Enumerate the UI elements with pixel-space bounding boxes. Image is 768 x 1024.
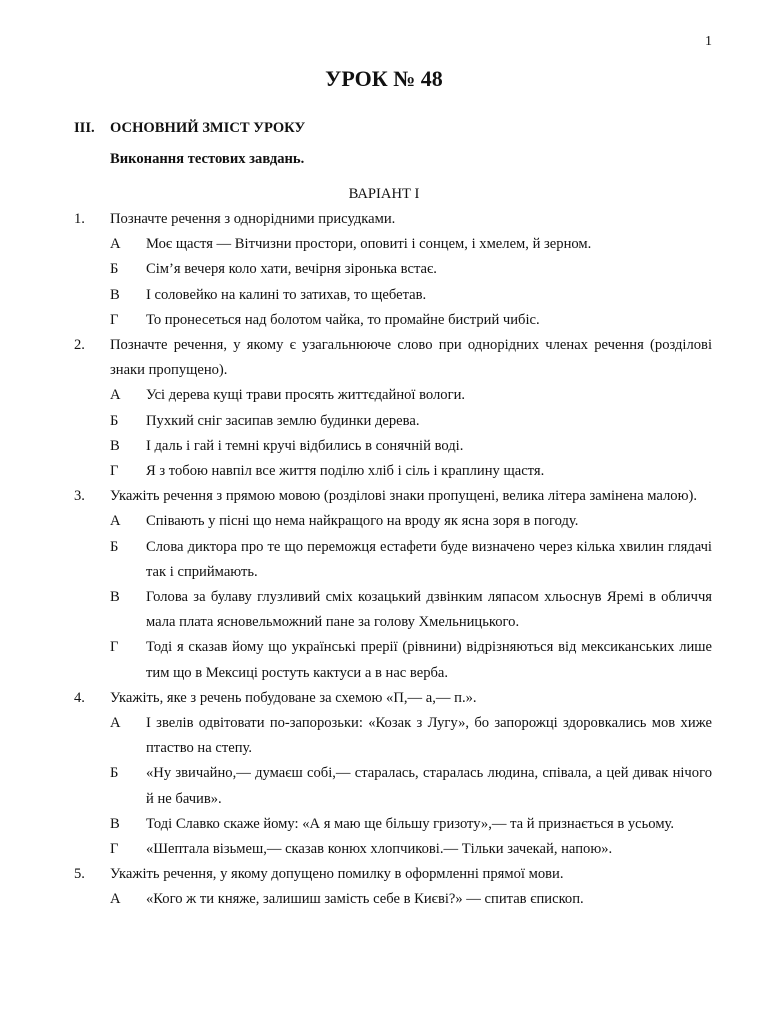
- option-v: [74, 812, 712, 837]
- option-letter: Г: [110, 841, 119, 858]
- option-h: [74, 459, 712, 484]
- option-text: Голова за булаву глузливий сміх козацький дзвінким ляпасом хльоснув Яремі в обличчя мала плата ясновельможний пане за голову Хмельницького.: [146, 589, 712, 631]
- option-b: [74, 409, 712, 434]
- option-letter: А: [110, 513, 121, 530]
- question-3: [74, 484, 712, 509]
- option-letter: В: [110, 286, 120, 303]
- page-number: 1: [705, 34, 712, 49]
- question-text: Укажіть речення, у якому допущено помилку в оформленні прямої мови.: [110, 866, 564, 883]
- option-h: [74, 635, 712, 685]
- option-a: [74, 232, 712, 257]
- subheading: Виконання тестових завдань.: [110, 151, 305, 167]
- option-b: [74, 257, 712, 282]
- option-letter: А: [110, 236, 121, 253]
- option-letter: В: [110, 815, 120, 832]
- question-4: [74, 686, 712, 711]
- section-heading: [74, 120, 305, 137]
- option-letter: А: [110, 387, 121, 404]
- option-v: [74, 434, 712, 459]
- option-a: [74, 509, 712, 534]
- option-text: І даль і гай і темні кручі відбились в сонячній воді.: [146, 437, 464, 454]
- option-letter: Б: [110, 261, 119, 278]
- option-letter: Б: [110, 765, 119, 782]
- question-number: 4.: [74, 689, 85, 706]
- question-number: 1.: [74, 211, 85, 227]
- option-a: [74, 383, 712, 408]
- option-text: То пронесеться над болотом чайка, то промайне бистрий чибіс.: [146, 311, 540, 328]
- option-text: Моє щастя — Вітчизни простори, оповиті і сонцем, і хмелем, й зерном.: [146, 236, 592, 253]
- option-text: Співають у пісні що нема найкращого на вроду як ясна зоря в погоду.: [146, 513, 579, 530]
- option-letter: А: [110, 891, 121, 908]
- option-v: [74, 585, 712, 635]
- option-h: [74, 308, 712, 333]
- option-a: [74, 711, 712, 761]
- question-text: Позначте речення з однорідними присудками.: [110, 211, 396, 227]
- option-text: Сім’я вечеря коло хати, вечірня зіронька встає.: [146, 261, 437, 278]
- option-v: [74, 283, 712, 308]
- option-letter: Г: [110, 639, 119, 656]
- section-number: III.: [74, 120, 95, 136]
- option-letter: В: [110, 589, 120, 606]
- option-letter: Б: [110, 412, 119, 429]
- option-text: «Ну звичайно,— думаєш собі,— старалась, старалась людина, співала, а цей дивак нічого й не бачив».: [146, 765, 712, 807]
- option-text: «Кого ж ти княже, залишиш замість себе в Києві?» — спитав єпископ.: [146, 891, 584, 908]
- option-text: Слова диктора про те що переможця естафети буде визначено через кілька хвилин глядачі так і сприймають.: [146, 538, 712, 580]
- question-text: Укажіть речення з прямою мовою (розділові знаки пропущені, велика літера замінена малою).: [110, 488, 697, 505]
- question-number: 2.: [74, 337, 85, 354]
- option-text: Тоді Славко скаже йому: «А я маю ще більшу гризоту»,— та й признається в усьому.: [146, 815, 675, 832]
- question-1: [74, 207, 712, 232]
- option-a: [74, 887, 712, 912]
- question-number: 5.: [74, 866, 85, 883]
- option-text: І соловейко на калині то затихав, то щебетав.: [146, 286, 427, 303]
- option-text: Тоді я сказав йому що українські прерії (рівнини) відрізняються від мексиканських лише тим що в Мексиці ростуть кактуси а в нас верба.: [146, 639, 712, 681]
- option-text: «Шептала візьмеш,— сказав конюх хлопчикові.— Тільки зачекай, напою».: [146, 841, 613, 858]
- question-5: [74, 862, 712, 887]
- question-2: [74, 333, 712, 383]
- option-text: Я з тобою навпіл все життя поділю хліб і сіль і краплину щастя.: [146, 463, 545, 480]
- question-text: Позначте речення, у якому є узагальнююче слово при однорідних членах речення (розділові знаки пропущено).: [110, 337, 712, 379]
- variant-heading: ВАРІАНТ І: [348, 186, 420, 202]
- section-title: ОСНОВНИЙ ЗМІСТ УРОКУ: [110, 120, 306, 136]
- option-letter: Г: [110, 463, 119, 480]
- question-number: 3.: [74, 488, 85, 505]
- lesson-title: УРОК № 48: [325, 66, 443, 91]
- option-letter: В: [110, 437, 120, 454]
- question-text: Укажіть, яке з речень побудоване за схемою «П,— а,— п.».: [110, 689, 477, 706]
- option-letter: Г: [110, 311, 119, 328]
- option-letter: Б: [110, 538, 119, 555]
- option-b: [74, 535, 712, 585]
- option-text: І звелів одвітовати по-запорозьки: «Козак з Лугу», бо запорожці здоровкались мов хиже птаство на степу.: [146, 715, 712, 757]
- option-h: [74, 837, 712, 862]
- option-text: Усі дерева кущі трави просять життєдайної вологи.: [146, 387, 466, 404]
- option-b: [74, 761, 712, 811]
- option-text: Пухкий сніг засипав землю будинки дерева.: [146, 412, 420, 429]
- option-letter: А: [110, 715, 121, 732]
- questions-list: [74, 207, 712, 913]
